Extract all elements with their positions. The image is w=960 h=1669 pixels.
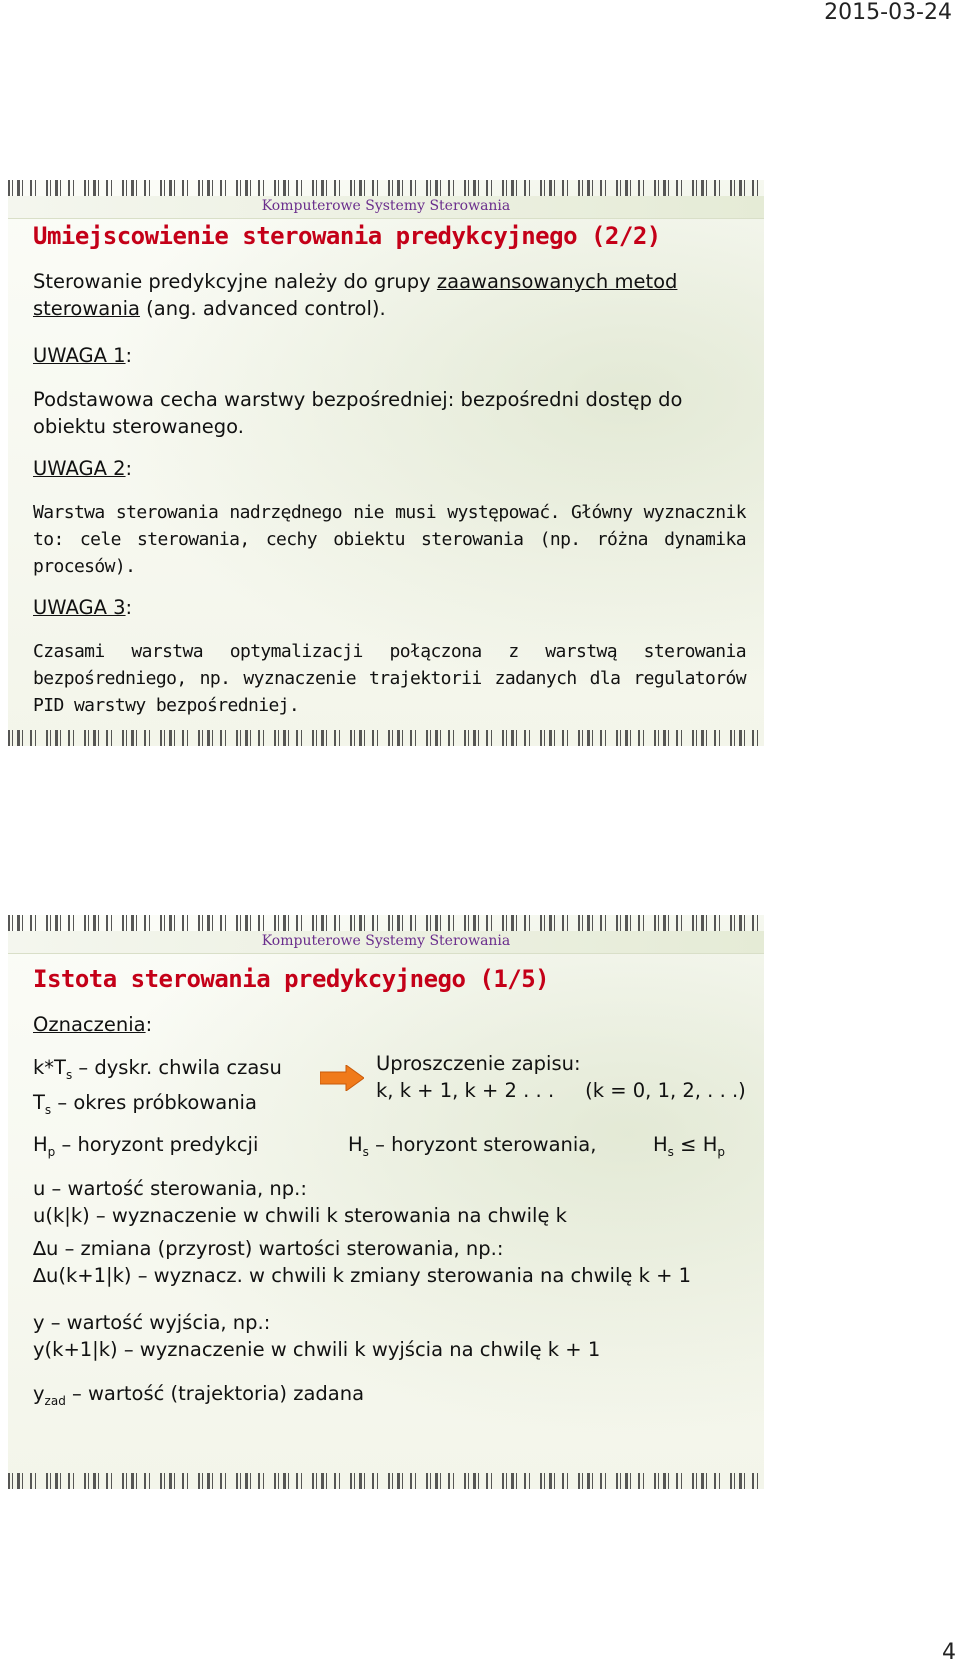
du-definition: ∆u – zmiana (przyrost) wartości sterowania, np.: — [33, 1237, 504, 1260]
hp-definition — [33, 1131, 258, 1166]
ineq-s-subscript: s — [667, 1144, 674, 1159]
du-block — [33, 1235, 746, 1289]
yzad-subscript: zad — [44, 1393, 66, 1408]
note-1-text: Podstawowa cecha warstwy bezpośredniej: bezpośredni dostęp do obiektu sterowanego. — [33, 388, 683, 438]
note-2-label: UWAGA 2 — [33, 457, 126, 480]
note-3-colon: : — [125, 596, 133, 619]
y-example: y(k+1|k) – wyznaczenie w chwili k wyjścia na chwilę k + 1 — [33, 1338, 601, 1361]
hs-definition — [348, 1131, 596, 1166]
note-3-heading — [33, 594, 746, 621]
intro-text-b: (ang. advanced control). — [139, 297, 386, 320]
page-date: 2015-03-24 — [824, 0, 952, 25]
slide-1-title: Umiejscowienie sterowania predykcyjnego (2/2) — [33, 222, 661, 250]
ts-text: – okres próbkowania — [51, 1090, 257, 1114]
note-1-colon: : — [125, 344, 133, 367]
simplification-title: Uproszczenie zapisu: — [376, 1052, 581, 1075]
slide-1-course-name: Komputerowe Systemy Sterowania — [261, 198, 511, 214]
yzad-symbol: y — [33, 1382, 45, 1405]
notation-simplification — [376, 1050, 746, 1104]
k-ts-symbol: k*T — [33, 1056, 66, 1079]
advanced-methods-link[interactable]: zaawansowanych metod sterowania — [33, 270, 678, 320]
slide-1-top-bar — [8, 180, 764, 196]
slide-1-body — [33, 268, 746, 719]
simplification-line: k, k + 1, k + 2 . . . (k = 0, 1, 2, . . .) — [376, 1079, 746, 1102]
k-ts-text: – dyskr. chwila czasu — [72, 1056, 282, 1079]
note-2-text: Warstwa sterowania nadrzędnego nie musi występować. Główny wyznacznik to: cele sterowania, cechy obiektu sterowania (np. różna dynamika procesów). — [33, 502, 746, 577]
slide-2-top-bar — [8, 915, 764, 931]
hs-symbol: H — [348, 1133, 363, 1156]
yzad-definition — [33, 1380, 746, 1415]
slide-2 — [8, 915, 764, 1489]
hs-subscript: s — [362, 1144, 369, 1159]
slide-2-course-name: Komputerowe Systemy Sterowania — [261, 933, 511, 949]
ineq-p-subscript: p — [717, 1144, 725, 1159]
note-1-label: UWAGA 1 — [33, 344, 126, 367]
u-definition: u – wartość sterowania, np.: — [33, 1177, 307, 1200]
page-number: 4 — [942, 1640, 956, 1665]
y-definition: y – wartość wyjścia, np.: — [33, 1311, 271, 1334]
horizon-inequality — [653, 1131, 725, 1166]
notation-label: Oznaczenia — [33, 1013, 146, 1036]
ts-definition — [33, 1089, 282, 1124]
hp-symbol: H — [33, 1133, 48, 1156]
slide-2-bottom-bar — [8, 1473, 764, 1489]
intro-paragraph — [33, 268, 746, 322]
note-1-heading — [33, 342, 746, 369]
ineq-hp: H — [702, 1133, 718, 1156]
time-definitions — [33, 1054, 282, 1124]
note-2-heading — [33, 455, 746, 482]
hp-subscript: p — [47, 1144, 56, 1159]
ts-symbol: T — [33, 1090, 45, 1114]
note-2-colon: : — [125, 457, 133, 480]
y-block — [33, 1309, 746, 1363]
right-arrow-icon — [320, 1065, 364, 1091]
ineq-symbol: ≤ — [673, 1133, 703, 1156]
du-example: ∆u(k+1|k) – wyznacz. w chwili k zmiany sterowania na chwilę k + 1 — [33, 1264, 692, 1287]
u-block — [33, 1175, 746, 1229]
k-ts-definition — [33, 1054, 282, 1089]
ineq-hs: H — [653, 1133, 668, 1156]
yzad-text: – wartość (trajektoria) zadana — [65, 1382, 365, 1405]
notation-heading — [33, 1011, 746, 1038]
note-3-label: UWAGA 3 — [33, 596, 126, 619]
ts-subscript: s — [44, 1102, 52, 1117]
hs-text: – horyzont sterowania, — [368, 1133, 597, 1156]
note-3-text: Czasami warstwa optymalizacji połączona z warstwą sterowania bezpośredniego, np. wyznaczenie trajektorii zadanych dla regulatorów PID warstwy bezpośredniej. — [33, 641, 746, 716]
k-ts-subscript: s — [65, 1067, 73, 1082]
slide-1 — [8, 180, 764, 746]
slide-2-title: Istota sterowania predykcyjnego (1/5) — [33, 965, 550, 993]
notation-colon: : — [145, 1013, 153, 1036]
intro-text-a: Sterowanie predykcyjne należy do grupy — [33, 270, 437, 293]
slide-1-bottom-bar — [8, 730, 764, 746]
hp-text: – horyzont predykcji — [55, 1133, 259, 1156]
u-example: u(k|k) – wyznaczenie w chwili k sterowania na chwilę k — [33, 1204, 567, 1227]
